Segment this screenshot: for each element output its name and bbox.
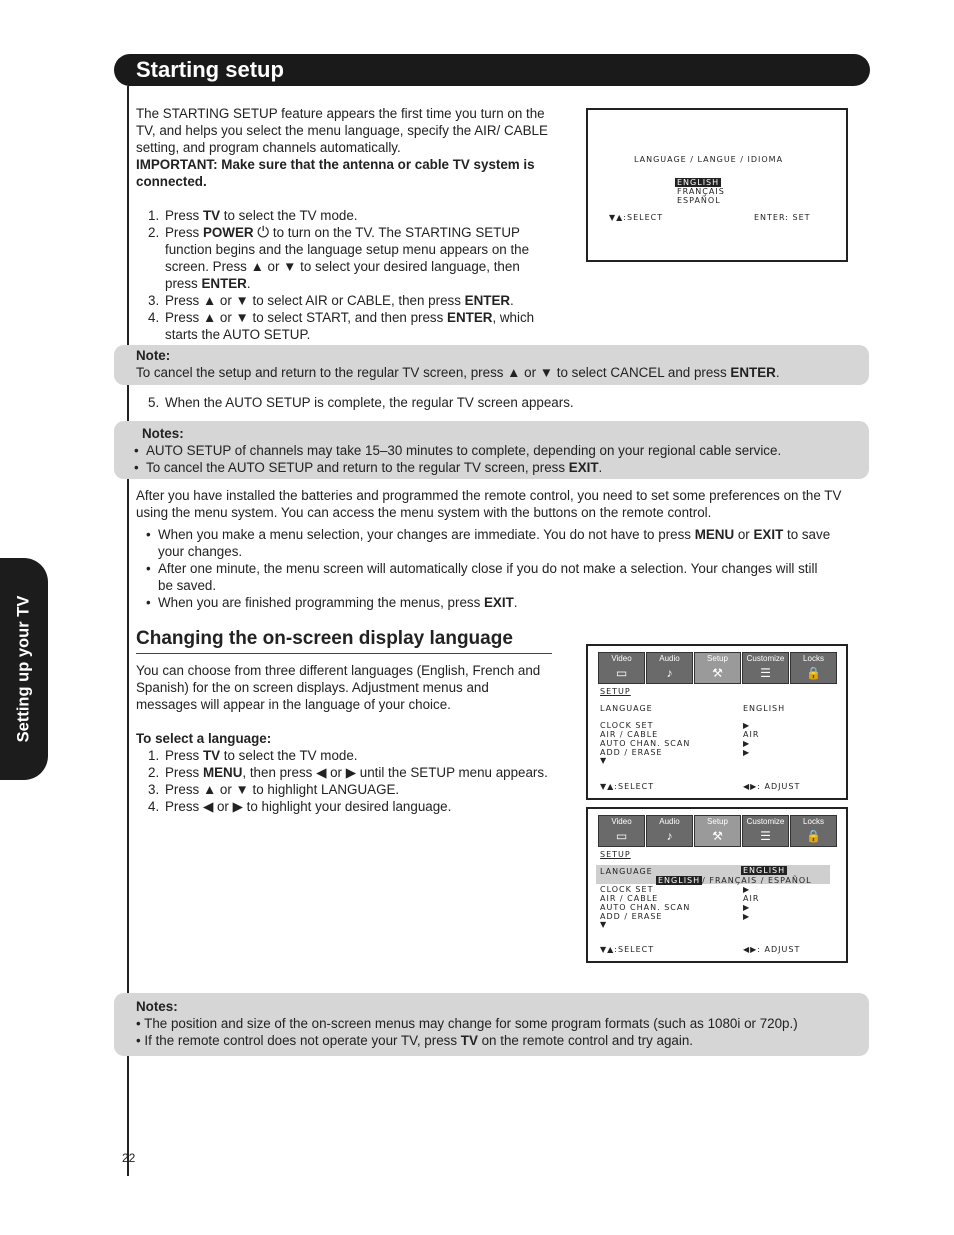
- steps-language: [136, 747, 556, 815]
- option-others: / FRANÇAIS / ESPAÑOL: [702, 876, 812, 885]
- language-screen: [586, 108, 848, 262]
- menu-language: LANGUAGE: [600, 867, 653, 876]
- tab-setup: Setup ⚒: [694, 652, 741, 684]
- side-tab-label: Setting up your TV: [14, 595, 33, 743]
- menu-language-value: ENGLISH: [743, 704, 786, 713]
- setup-menu-screen: [586, 644, 848, 800]
- arrow-right-icon: ▶: [743, 721, 751, 730]
- menu-bullet: • After one minute, the menu screen will automatically close if you do not make a selection. Your changes will still be saved.: [136, 560, 836, 594]
- step-item: 4. Press ▲ or ▼ to select START, and then press ENTER, which starts the AUTO SETUP.: [148, 310, 535, 342]
- step-item: 1. Press TV to select the TV mode.: [148, 208, 358, 223]
- menu-auto-scan: AUTO CHAN. SCAN: [600, 903, 691, 912]
- lock-icon: 🔒: [806, 666, 821, 680]
- select-hint: ▼▲:SELECT: [600, 782, 655, 791]
- menu-air-value: AIR: [743, 730, 760, 739]
- menu-air-cable: AIR / CABLE: [600, 730, 659, 739]
- menu-clock-set: CLOCK SET: [600, 721, 654, 730]
- side-tab: [0, 558, 48, 780]
- intro-text: The STARTING SETUP feature appears the first time you turn on the TV, and helps you select the menu language, specify the AIR/ CABLE setting, and program channels automatically.: [136, 106, 548, 155]
- steps-starting-setup: [136, 207, 556, 343]
- language-screen-title: LANGUAGE / LANGUE / IDIOMA: [634, 155, 784, 164]
- intro: [136, 105, 556, 190]
- step-item: 5. When the AUTO SETUP is complete, the regular TV screen appears.: [148, 395, 574, 410]
- menu-language-value: ENGLISH: [743, 866, 786, 875]
- step-five: [136, 394, 736, 411]
- menu-bullet: • When you are finished programming the menus, press EXIT.: [136, 594, 836, 611]
- music-note-icon: ♪: [666, 666, 673, 680]
- arrow-down-icon: ▼: [600, 920, 608, 929]
- adjust-hint: ◀▶: ADJUST: [743, 945, 801, 954]
- tab-setup: Setup ⚒: [694, 815, 741, 847]
- menu-tabs: [598, 815, 837, 847]
- option-espanol: ESPAÑOL: [677, 196, 721, 205]
- menu-intro: After you have installed the batteries and programmed the remote control, you need to set some preferences on the TV using the menu system. You can access the menu system with the buttons on the remote control.: [136, 488, 842, 520]
- option-english: ENGLISH: [677, 178, 720, 187]
- note-title: Note:: [136, 348, 171, 363]
- step-item: 3. Press ▲ or ▼ to highlight LANGUAGE.: [148, 782, 400, 797]
- select-hint: ▼▲:SELECT: [600, 945, 655, 954]
- step-item: 2. Press POWER ⏻ to turn on the TV. The STARTING SETUP function begins and the language setup menu appears on the screen. Press ▲ or ▼ to select your desired language, then press ENTER.: [148, 224, 530, 291]
- page-title: Starting setup: [136, 57, 284, 82]
- tab-video: Video ▭: [598, 652, 645, 684]
- note-bullet: • To cancel the AUTO SETUP and return to the regular TV screen, press EXIT.: [124, 459, 862, 476]
- power-icon: ⏻: [257, 224, 270, 241]
- menu-bullets: [136, 526, 836, 611]
- page-number: 22: [122, 1151, 136, 1165]
- menu-bullet: • When you make a menu selection, your changes are immediate. You do not have to press MENU or EXIT to save your changes.: [136, 526, 836, 560]
- tab-video: Video ▭: [598, 815, 645, 847]
- arrow-right-icon: ▶: [743, 903, 751, 912]
- arrow-right-icon: ▶: [743, 739, 751, 748]
- wrench-icon: ⚒: [712, 829, 723, 843]
- notes-title: Notes:: [142, 426, 184, 441]
- option-francais: FRANÇAIS: [677, 187, 725, 196]
- list-icon: ☰: [760, 829, 771, 843]
- select-hint: ▼▲:SELECT: [609, 213, 664, 222]
- arrow-right-icon: ▶: [743, 912, 751, 921]
- setup-label: SETUP: [600, 850, 631, 859]
- adjust-hint: ◀▶: ADJUST: [743, 782, 801, 791]
- menu-air-cable: AIR / CABLE: [600, 894, 659, 903]
- note-bullet: • AUTO SETUP of channels may take 15–30 minutes to complete, depending on your regional cable service.: [124, 442, 862, 459]
- tab-locks: Locks 🔒: [790, 815, 837, 847]
- note-bullet: • The position and size of the on-screen menus may change for some program formats (such as 1080i or 720p.): [136, 1016, 798, 1031]
- tab-customize: Customize ☰: [742, 815, 789, 847]
- arrow-down-icon: ▼: [600, 756, 608, 765]
- menu-tabs: [598, 652, 837, 684]
- music-note-icon: ♪: [666, 829, 673, 843]
- section-text: You can choose from three different languages (English, French and Spanish) for the on screen displays. Adjustment menus and messages will appear in the language of your choice.: [136, 663, 541, 712]
- title-bar: [114, 54, 870, 86]
- note-text: To cancel the setup and return to the regular TV screen, press ▲ or ▼ to select CANCEL and press ENTER.: [136, 365, 780, 380]
- list-icon: ☰: [760, 666, 771, 680]
- step-item: 4. Press ◀ or ▶ to highlight your desired language.: [148, 799, 452, 814]
- option-english: ENGLISH: [658, 876, 701, 885]
- step-item: 3. Press ▲ or ▼ to select AIR or CABLE, then press ENTER.: [148, 293, 514, 308]
- tab-audio: Audio ♪: [646, 815, 693, 847]
- menu-auto-scan: AUTO CHAN. SCAN: [600, 739, 691, 748]
- menu-language: LANGUAGE: [600, 704, 653, 713]
- setup-label: SETUP: [600, 687, 631, 696]
- note-cancel-setup: [114, 345, 869, 385]
- video-icon: ▭: [615, 666, 628, 680]
- video-icon: ▭: [615, 829, 628, 843]
- menu-add-erase: ADD / ERASE: [600, 748, 663, 757]
- setup-menu-language-screen: [586, 807, 848, 963]
- step-item: 2. Press MENU, then press ◀ or ▶ until the SETUP menu appears.: [148, 765, 548, 780]
- lock-icon: 🔒: [806, 829, 821, 843]
- section-subhead: To select a language:: [136, 731, 272, 746]
- tab-customize: Customize ☰: [742, 652, 789, 684]
- tab-locks: Locks 🔒: [790, 652, 837, 684]
- tab-audio: Audio ♪: [646, 652, 693, 684]
- enter-hint: ENTER: SET: [754, 213, 811, 222]
- arrow-right-icon: ▶: [743, 885, 751, 894]
- intro-important: IMPORTANT: Make sure that the antenna or cable TV system is connected.: [136, 157, 535, 189]
- section-heading: Changing the on-screen display language: [136, 626, 552, 654]
- notes-title: Notes:: [136, 999, 178, 1014]
- step-item: 1. Press TV to select the TV mode.: [148, 748, 358, 763]
- menu-air-value: AIR: [743, 894, 760, 903]
- wrench-icon: ⚒: [712, 666, 723, 680]
- note-bullet: • If the remote control does not operate your TV, press TV on the remote control and try again.: [136, 1033, 694, 1048]
- menu-clock-set: CLOCK SET: [600, 885, 654, 894]
- notes-auto-setup: [114, 421, 869, 479]
- menu-add-erase: ADD / ERASE: [600, 912, 663, 921]
- arrow-right-icon: ▶: [743, 748, 751, 757]
- notes-menus: [114, 993, 869, 1056]
